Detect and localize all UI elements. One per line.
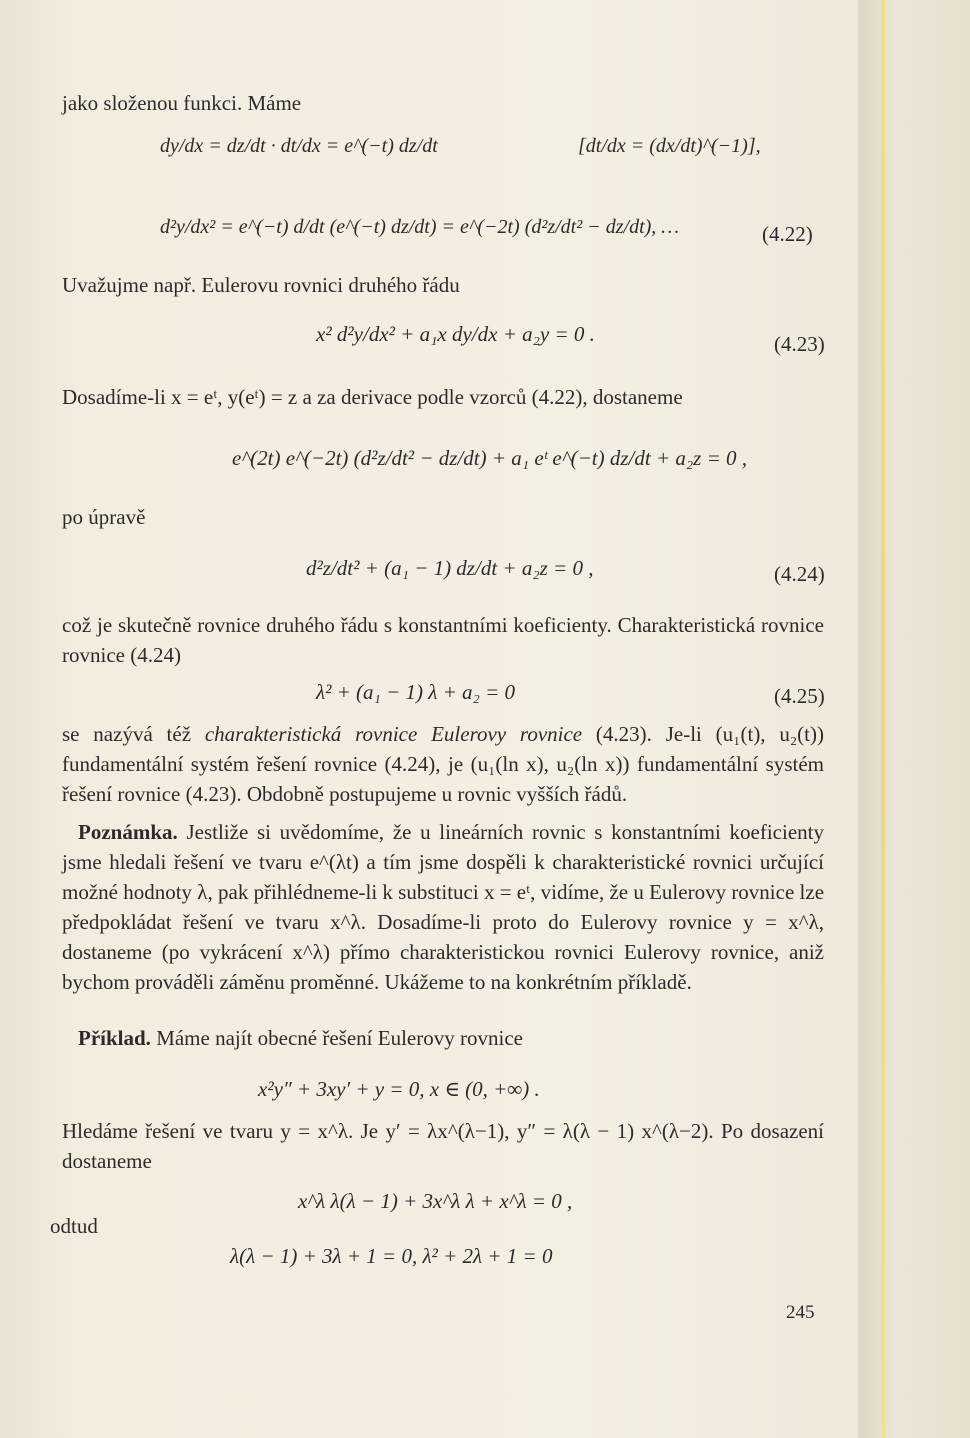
equation-number-4-25: (4.25) xyxy=(774,684,825,708)
final-characteristic-equations: λ(λ − 1) + 3λ + 1 = 0, λ² + 2λ + 1 = 0 xyxy=(230,1244,553,1268)
page-margin-highlight xyxy=(881,0,885,1438)
equation-4-22-line-1: dy/dx = dz/dt · dt/dx = e^(−t) dz/dt xyxy=(160,135,438,157)
characteristic-equation-paragraph xyxy=(62,719,824,809)
example-paragraph xyxy=(78,1025,523,1051)
intro-text: jako složenou funkci. Máme xyxy=(62,91,302,115)
hence-text: odtud xyxy=(50,1214,98,1238)
constant-coefficients-paragraph: což je skutečně rovnice druhého řádu s konstantními koeficienty. Charakteristická rovnice rovnice (4.24) xyxy=(62,613,824,667)
example-equation: x²y″ + 3xy′ + y = 0, x ∈ (0, +∞) . xyxy=(258,1077,540,1101)
note-label: Poznámka. xyxy=(78,820,178,844)
equation-4-22-line-2: d²y/dx² = e^(−t) d/dt (e^(−t) dz/dt) = e^(−2t) (d²z/dt² − dz/dt), … xyxy=(160,216,680,238)
equation-number-4-22: (4.22) xyxy=(762,222,813,246)
equation-4-24: d²z/dt² + (a₁ − 1) dz/dt + a₂z = 0 , xyxy=(306,556,594,580)
substituted-power-equation: x^λ λ(λ − 1) + 3x^λ λ + x^λ = 0 , xyxy=(298,1189,573,1213)
example-label: Příklad. xyxy=(78,1026,151,1050)
equation-number-4-24: (4.24) xyxy=(774,562,825,586)
paragraph-text-start: se nazývá též xyxy=(62,722,205,746)
equation-number-4-23: (4.23) xyxy=(774,332,825,356)
note-text: Jestliže si uvědomíme, že u lineárních rovnic s konstantními koeficienty jsme hledali řešení ve tvaru e^(λt) a tím jsme dospěli k charakteristické rovnici určující možné hodnoty λ, pak přihlédneme-li k substituci x = eᵗ, vidíme, že u Eulerovy rovnice lze předpokládat řešení ve tvaru x^λ. Dosadíme-li proto do Eulerovy rovnice y = x^λ, dostaneme (po vykrácení x^λ) přímo charakteristickou rovnici Eulerovy rovnice, aniž bychom prováděli záměnu proměnné. Ukážeme to na konkrétním příkladě. xyxy=(62,820,825,994)
example-text: Máme najít obecné řešení Eulerovy rovnice xyxy=(150,1026,523,1050)
after-adjustment-text: po úpravě xyxy=(62,505,146,529)
page-edge xyxy=(858,0,970,1438)
defined-term: charakteristická rovnice Eulerovy rovnice xyxy=(204,722,583,746)
paragraph-text-rest: (4.23). Je-li (u₁(t), u₂(t)) fundamentální systém řešení rovnice (4.24), je (u₁(ln x), u₂(ln x)) fundamentální systém řešení rovnice (4.23). Obdobně postupujeme u rovnic vyšších řádů. xyxy=(62,722,824,806)
trial-solution-paragraph: Hledáme řešení ve tvaru y = x^λ. Je y′ = λx^(λ−1), y″ = λ(λ − 1) x^(λ−2). Po dosazení dostaneme xyxy=(62,1119,824,1173)
euler-intro-text: Uvažujme např. Eulerovu rovnici druhého řádu xyxy=(62,273,460,297)
substitution-text: Dosadíme-li x = eᵗ, y(eᵗ) = z a za derivace podle vzorců (4.22), dostaneme xyxy=(62,385,683,409)
equation-4-25: λ² + (a₁ − 1) λ + a₂ = 0 xyxy=(316,680,516,704)
equation-4-22-side-note: [dt/dx = (dx/dt)^(−1)], xyxy=(578,135,761,157)
substituted-equation: e^(2t) e^(−2t) (d²z/dt² − dz/dt) + a₁ eᵗ e^(−t) dz/dt + a₂z = 0 , xyxy=(232,446,748,470)
page-number: 245 xyxy=(786,1302,815,1323)
note-paragraph xyxy=(62,817,824,997)
equation-4-23: x² d²y/dx² + a₁x dy/dx + a₂y = 0 . xyxy=(316,322,595,346)
